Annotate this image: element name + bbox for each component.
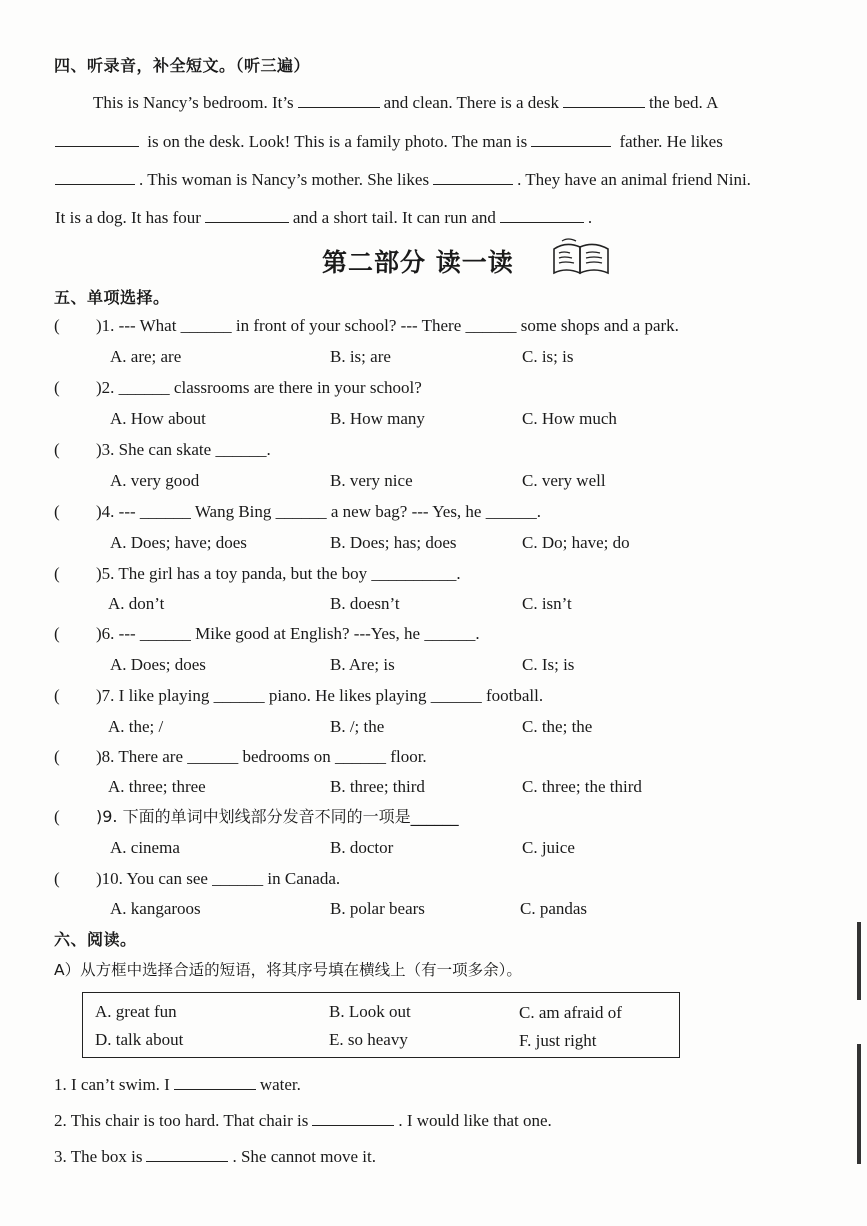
phrase-f: F. just right — [519, 1031, 597, 1050]
option-a[interactable]: A. the; / — [108, 717, 164, 736]
question-4: ( )4. --- ______ Wang Bing ______ a new bag? --- Yes, he ______. — [54, 500, 844, 524]
option-a[interactable]: A. are; are — [110, 347, 182, 366]
question-5: ( )5. The girl has a toy panda, but the boy __________. — [54, 562, 844, 586]
option-b[interactable]: B. doctor — [330, 838, 394, 857]
cloze-line-2: is on the desk. Look! This is a family photo. The man is father. He likes — [55, 130, 805, 154]
question-text: )6. --- ______ Mike good at English? ---Yes, he ______. — [96, 624, 480, 643]
option-c[interactable]: C. isn’t — [522, 594, 572, 613]
phrase-d: D. talk about — [95, 1030, 184, 1049]
option-a[interactable]: A. cinema — [110, 838, 180, 857]
cloze-line-4: It is a dog. It has four and a short tail. It can run and . — [55, 208, 593, 227]
open-book-icon — [550, 237, 612, 277]
fill-item-3: 3. The box is . She cannot move it. — [54, 1147, 376, 1166]
option-a[interactable]: A. Does; does — [110, 655, 206, 674]
question-8: ( )8. There are ______ bedrooms on ______ floor. — [54, 745, 844, 769]
phrase-e: E. so heavy — [329, 1030, 408, 1049]
option-a[interactable]: A. very good — [110, 471, 200, 490]
question-2: ( )2. ______ classrooms are there in your school? — [54, 376, 844, 400]
question-1: ( )1. --- What ______ in front of your school? --- There ______ some shops and a park. — [54, 314, 844, 338]
scan-edge-mark — [857, 922, 861, 1000]
option-c[interactable]: C. three; the third — [522, 777, 642, 796]
phrase-box — [82, 992, 680, 1058]
option-a[interactable]: A. three; three — [108, 777, 206, 796]
blank[interactable] — [298, 91, 380, 108]
blank[interactable] — [433, 168, 513, 185]
question-text: )10. You can see ______ in Canada. — [96, 869, 341, 888]
blank[interactable] — [563, 91, 645, 108]
question-3: ( )3. She can skate ______. — [54, 438, 844, 462]
option-c[interactable]: C. the; the — [522, 717, 593, 736]
blank[interactable] — [55, 168, 135, 185]
section4-heading: 四、听录音，补全短文。（听三遍） — [54, 56, 311, 75]
blank[interactable] — [205, 206, 289, 223]
fill-item-1: 1. I can’t swim. I water. — [54, 1075, 301, 1094]
question-text: )4. --- ______ Wang Bing ______ a new bag? --- Yes, he ______. — [96, 502, 541, 521]
section5-heading: 五、单项选择。 — [54, 288, 170, 307]
scan-edge-mark — [857, 1044, 861, 1164]
fill-item-2: 2. This chair is too hard. That chair is . I would like that one. — [54, 1111, 552, 1130]
option-b[interactable]: B. three; third — [330, 777, 425, 796]
option-c[interactable]: C. is; is — [522, 347, 574, 366]
option-b[interactable]: B. polar bears — [330, 899, 425, 918]
question-text: )1. --- What ______ in front of your school? --- There ______ some shops and a park. — [96, 316, 679, 335]
phrase-a: A. great fun — [95, 1002, 177, 1021]
question-text: )5. The girl has a toy panda, but the boy __________. — [96, 564, 461, 583]
question-6: ( )6. --- ______ Mike good at English? ---Yes, he ______. — [54, 622, 844, 646]
option-b[interactable]: B. very nice — [330, 471, 413, 490]
answer-blank[interactable] — [312, 1109, 394, 1126]
answer-blank[interactable] — [174, 1073, 256, 1090]
section6-subheading: A）从方框中选择合适的短语，将其序号填在横线上（有一项多余）。 — [54, 961, 522, 979]
question-text: )8. There are ______ bedrooms on ______ floor. — [96, 747, 427, 766]
option-c[interactable]: C. Is; is — [522, 655, 575, 674]
option-a[interactable]: A. Does; have; does — [110, 533, 247, 552]
question-7: ( )7. I like playing ______ piano. He likes playing ______ football. — [54, 684, 844, 708]
option-b[interactable]: B. /; the — [330, 717, 385, 736]
question-text: )2. ______ classrooms are there in your school? — [96, 378, 422, 397]
question-9: ( )9. 下面的单词中划线部分发音不同的一项是______ — [54, 805, 844, 829]
option-c[interactable]: C. juice — [522, 838, 575, 857]
option-b[interactable]: B. doesn’t — [330, 594, 400, 613]
option-c[interactable]: C. How much — [522, 409, 617, 428]
cloze-line-1: This is Nancy’s bedroom. It’s and clean. There is a desk the bed. A — [93, 93, 719, 112]
option-c[interactable]: C. pandas — [520, 899, 588, 918]
phrase-c: C. am afraid of — [519, 1003, 622, 1022]
question-text: )9. 下面的单词中划线部分发音不同的一项是______ — [96, 807, 459, 826]
option-c[interactable]: C. very well — [522, 471, 606, 490]
option-b[interactable]: B. Are; is — [330, 655, 395, 674]
question-text: )7. I like playing ______ piano. He likes playing ______ football. — [96, 686, 544, 705]
part2-title: 第二部分 读一读 — [322, 248, 514, 277]
blank[interactable] — [500, 206, 584, 223]
blank[interactable] — [531, 130, 611, 147]
phrase-b: B. Look out — [329, 1002, 411, 1021]
option-c[interactable]: C. Do; have; do — [522, 533, 630, 552]
question-10: ( )10. You can see ______ in Canada. — [54, 867, 844, 891]
cloze-line-3: . This woman is Nancy’s mother. She likes . They have an animal friend Nini. — [55, 168, 805, 192]
section6-heading: 六、阅读。 — [54, 930, 137, 949]
question-text: )3. She can skate ______. — [96, 440, 271, 459]
blank[interactable] — [55, 130, 139, 147]
option-a[interactable]: A. don’t — [108, 594, 165, 613]
option-a[interactable]: A. kangaroos — [110, 899, 201, 918]
option-b[interactable]: B. is; are — [330, 347, 391, 366]
option-b[interactable]: B. How many — [330, 409, 425, 428]
answer-blank[interactable] — [146, 1145, 228, 1162]
option-b[interactable]: B. Does; has; does — [330, 533, 457, 552]
option-a[interactable]: A. How about — [110, 409, 206, 428]
